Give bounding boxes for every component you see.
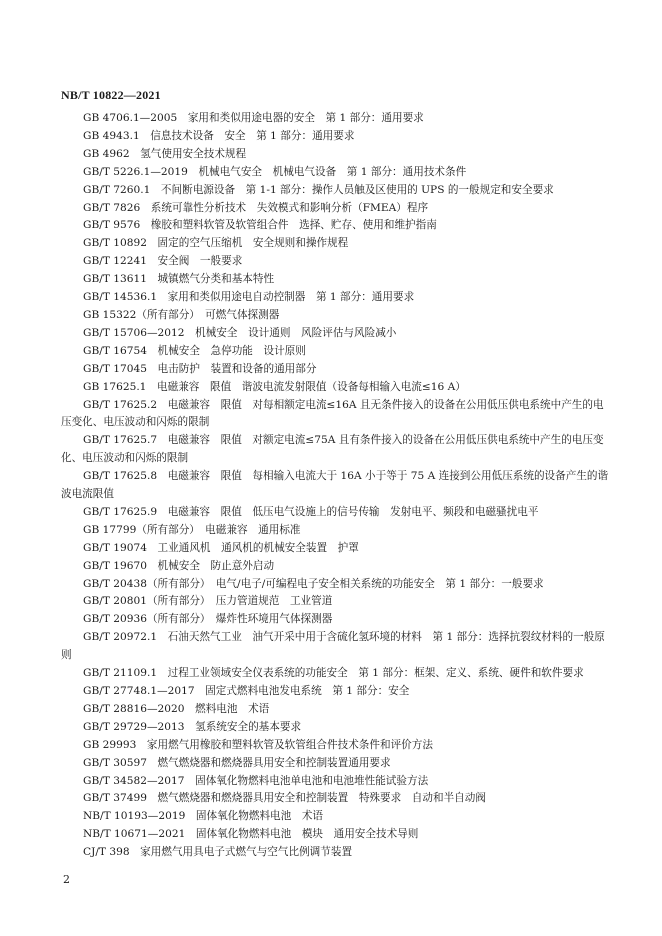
reference-item: GB/T 17625.2 电磁兼容 限值 对每相额定电流≤16A 且无条件接入的设备在公用低压供电系统中产生的电压变化、电压波动和闪烁的限制 [61, 398, 604, 429]
reference-item: GB/T 29729—2013 氢系统安全的基本要求 [83, 720, 302, 733]
reference-item: GB/T 14536.1 家用和类似用途电自动控制器 第 1 部分：通用要求 [83, 291, 415, 304]
reference-item: GB/T 7826 系统可靠性分析技术 失效模式和影响分析（FMEA）程序 [83, 201, 429, 214]
reference-item: GB/T 34582—2017 固体氧化物燃料电池单电池和电池堆性能试验方法 [83, 774, 429, 787]
reference-item: GB/T 20801（所有部分） 压力管道规范 工业管道 [83, 595, 333, 608]
reference-item: GB/T 21109.1 过程工业领域安全仪表系统的功能安全 第 1 部分：框架、定义、系统、硬件和软件要求 [83, 667, 584, 680]
reference-item: GB/T 17625.7 电磁兼容 限值 对额定电流≤75A 且有条件接入的设备在公用低压供电系统中产生的电压变化、电压波动和闪烁的限制 [61, 434, 604, 465]
reference-item: GB/T 20936（所有部分） 爆炸性环境用气体探测器 [83, 613, 333, 626]
reference-item: GB/T 9576 橡胶和塑料软管及软管组合件 选择、贮存、使用和维护指南 [83, 219, 437, 232]
reference-item: GB 17625.1 电磁兼容 限值 谐波电流发射限值（设备每相输入电流≤16 A） [83, 380, 466, 393]
reference-item: CJ/T 398 家用燃气用具电子式燃气与空气比例调节装置 [83, 846, 353, 859]
reference-item: GB/T 19670 机械安全 防止意外启动 [83, 559, 275, 572]
reference-item: GB/T 28816—2020 燃料电池 术语 [83, 702, 270, 715]
reference-item: GB 4943.1 信息技术设备 安全 第 1 部分：通用要求 [83, 129, 355, 142]
reference-item: GB/T 5226.1—2019 机械电气安全 机械电气设备 第 1 部分：通用技术条件 [83, 165, 467, 178]
reference-item: GB/T 17625.9 电磁兼容 限值 低压电气设施上的信号传输 发射电平、频段和电磁骚扰电平 [83, 505, 539, 518]
reference-item: NB/T 10193—2019 固体氧化物燃料电池 术语 [83, 810, 324, 823]
reference-item: GB/T 37499 燃气燃烧器和燃烧器具用安全和控制装置 特殊要求 自动和半自动阀 [83, 792, 486, 805]
reference-item: GB/T 30597 燃气燃烧器和燃烧器具用安全和控制装置通用要求 [83, 756, 391, 769]
reference-item: GB/T 20438（所有部分） 电气/电子/可编程电子安全相关系统的功能安全 第 1 部分：一般要求 [83, 577, 544, 590]
reference-item: GB/T 27748.1—2017 固定式燃料电池发电系统 第 1 部分：安全 [83, 685, 410, 697]
reference-item: GB 4706.1—2005 家用和类似用途电器的安全 第 1 部分：通用要求 [83, 112, 424, 124]
reference-item: GB/T 13611 城镇燃气分类和基本特性 [83, 273, 275, 286]
reference-item: GB 29993 家用燃气用橡胶和塑料软管及软管组合件技术条件和评价方法 [83, 738, 433, 751]
reference-item: GB/T 15706—2012 机械安全 设计通则 风险评估与风险减小 [83, 326, 397, 339]
reference-item: GB/T 10892 固定的空气压缩机 安全规则和操作规程 [83, 237, 349, 250]
reference-item: GB 15322（所有部分） 可燃气体探测器 [83, 308, 280, 321]
page-number: 2 [63, 873, 70, 886]
reference-item: GB/T 17625.8 电磁兼容 限值 每相输入电流大于 16A 小于等于 75 A 连接到公用低压系统的设备产生的谐波电流限值 [61, 470, 609, 501]
reference-item: NB/T 10671—2021 固体氧化物燃料电池 模块 通用安全技术导则 [83, 828, 419, 841]
normative-references-list [61, 110, 609, 862]
reference-item: GB/T 20972.1 石油天然气工业 油气开采中用于含硫化氢环境的材料 第 1 部分：选择抗裂纹材料的一般原则 [61, 631, 605, 662]
reference-item: GB 17799（所有部分） 电磁兼容 通用标准 [83, 523, 301, 536]
reference-item: GB/T 7260.1 不间断电源设备 第 1-1 部分：操作人员触及区使用的 UPS 的一般规定和安全要求 [83, 183, 554, 196]
reference-item: GB/T 12241 安全阀 一般要求 [83, 255, 243, 268]
document-code-header: NB/T 10822—2021 [61, 88, 161, 102]
reference-item: GB/T 17045 电击防护 装置和设备的通用部分 [83, 362, 317, 375]
reference-item: GB/T 16754 机械安全 急停功能 设计原则 [83, 344, 306, 357]
reference-item: GB 4962 氢气使用安全技术规程 [83, 147, 247, 160]
reference-item: GB/T 19074 工业通风机 通风机的机械安全装置 护罩 [83, 541, 359, 554]
